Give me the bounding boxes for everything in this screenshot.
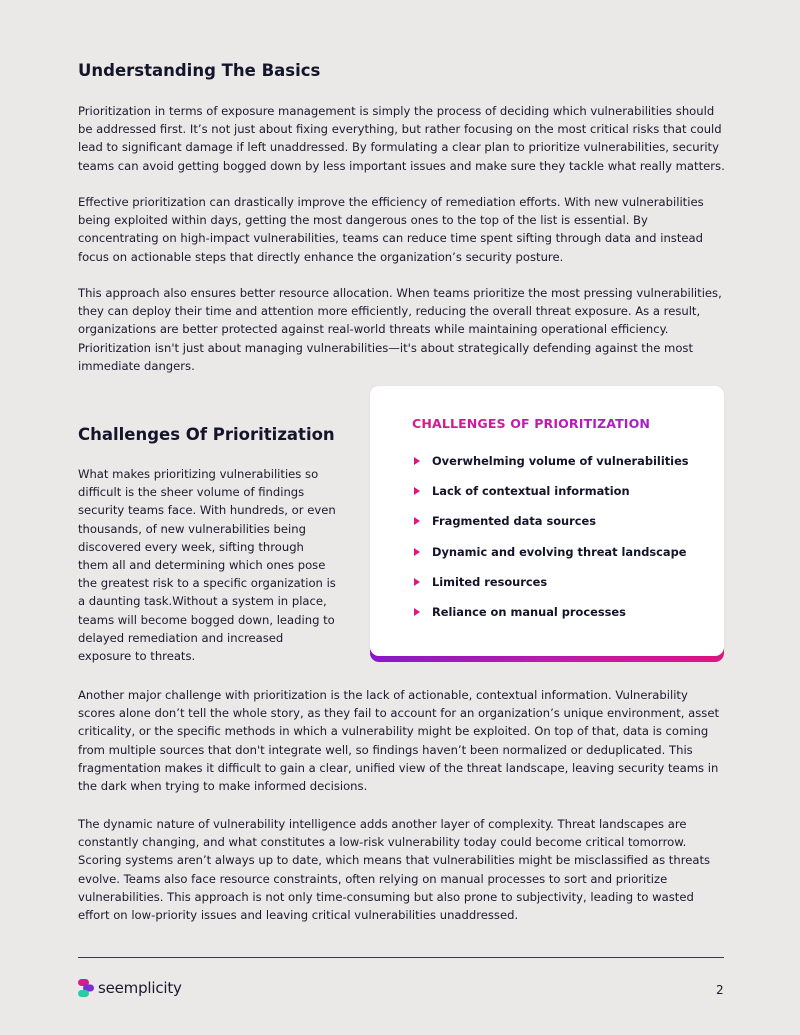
paragraph: The dynamic nature of vulnerability intelligence adds another layer of complexity. Threat landscapes are constantly changing, and what constitutes a low-risk vulnerability today could become critical tomorrow. Scoring systems aren’t always up to date, which means that vulnerabilities might be misclassified as threats evolve. Teams also face resource constraints, often relying on manual processes to sort and prioritize vulnerabilities. This approach is not only time-consuming but also prone to subjectivity, leading to wasted effort on low-priority issues and leaving critical vulnerabilities unaddressed. (78, 817, 711, 923)
seemplicity-s-logo-icon (78, 979, 94, 997)
callout-list-item (414, 484, 689, 514)
triangle-bullet-icon (414, 487, 420, 495)
page-number: 2 (716, 983, 724, 997)
callout-list-item (414, 605, 689, 635)
callout-list (414, 454, 689, 635)
callout-item-label: Overwhelming volume of vulnerabilities (432, 454, 689, 468)
callout-item-label: Fragmented data sources (432, 514, 597, 529)
callout-item-label: Reliance on manual processes (432, 604, 626, 619)
triangle-bullet-icon (414, 517, 420, 525)
paragraph: Another major challenge with prioritization is the lack of actionable, contextual information. Vulnerability scores alone don’t tell the whole story, as they fail to account for an organization’s unique environment, asset criticality, or the specific methods in which a vulnerability might be exploited. On top of that, data is coming from multiple sources that don't integrate well, so findings haven’t been normalized or deduplicated. This fragmentation makes it difficult to gain a clear, unified view of the threat landscape, leaving security teams in the dark when trying to make informed decisions. (78, 688, 720, 794)
footer-divider (78, 957, 724, 958)
section-heading-challenges: Challenges Of Prioritization (78, 425, 335, 444)
paragraph: Effective prioritization can drastically improve the efficiency of remediation efforts. With new vulnerabilities being exploited within days, getting the most dangerous ones to the top of the list is essential. By concentrating on high-impact vulnerabilities, teams can reduce time spent sifting through data and instead focus on actionable steps that directly enhance the organization’s security posture. (78, 195, 704, 264)
callout-list-item (414, 575, 689, 605)
triangle-bullet-icon (414, 548, 420, 556)
section-heading-basics: Understanding The Basics (78, 61, 321, 80)
callout-title: CHALLENGES OF PRIORITIZATION (412, 416, 651, 431)
callout-item-label: Dynamic and evolving threat landscape (432, 544, 687, 559)
paragraph: This approach also ensures better resource allocation. When teams prioritize the most pressing vulnerabilities, they can deploy their time and attention more efficiently, reducing the overall threat exposure. As a result, organizations are better protected against real-world threats while maintaining operational efficiency. Prioritization isn't just about managing vulnerabilities—it's about strategically defending against the most immediate dangers. (78, 286, 722, 373)
paragraph: Prioritization in terms of exposure management is simply the process of deciding which vulnerabilities should be addressed first. It’s not just about fixing everything, but rather focusing on the most critical risks that could lead to significant damage if left unaddressed. By formulating a clear plan to prioritize vulnerabilities, security teams can avoid getting bogged down by less important issues and make sure they tackle what really matters. (78, 104, 725, 173)
callout-list-item (414, 545, 689, 575)
callout-item-label: Limited resources (432, 574, 548, 589)
brand-logo (78, 979, 182, 997)
callout-list-item (414, 454, 689, 484)
brand-name: seemplicity (98, 979, 182, 997)
triangle-bullet-icon (414, 457, 420, 465)
paragraph-intro: What makes prioritizing vulnerabilities so difficult is the sheer volume of findings security teams face. With hundreds, or even thousands, of new vulnerabilities being discovered every week, sifting through them all and determining which ones pose the greatest risk to a specific organization is a daunting task.Without a system in place, teams will become bogged down, leading to delayed remediation and increased exposure to threats. (78, 467, 336, 664)
callout-list-item (414, 514, 689, 544)
challenges-callout-card (370, 386, 724, 656)
triangle-bullet-icon (414, 608, 420, 616)
callout-item-label: Lack of contextual information (432, 484, 630, 499)
triangle-bullet-icon (414, 578, 420, 586)
